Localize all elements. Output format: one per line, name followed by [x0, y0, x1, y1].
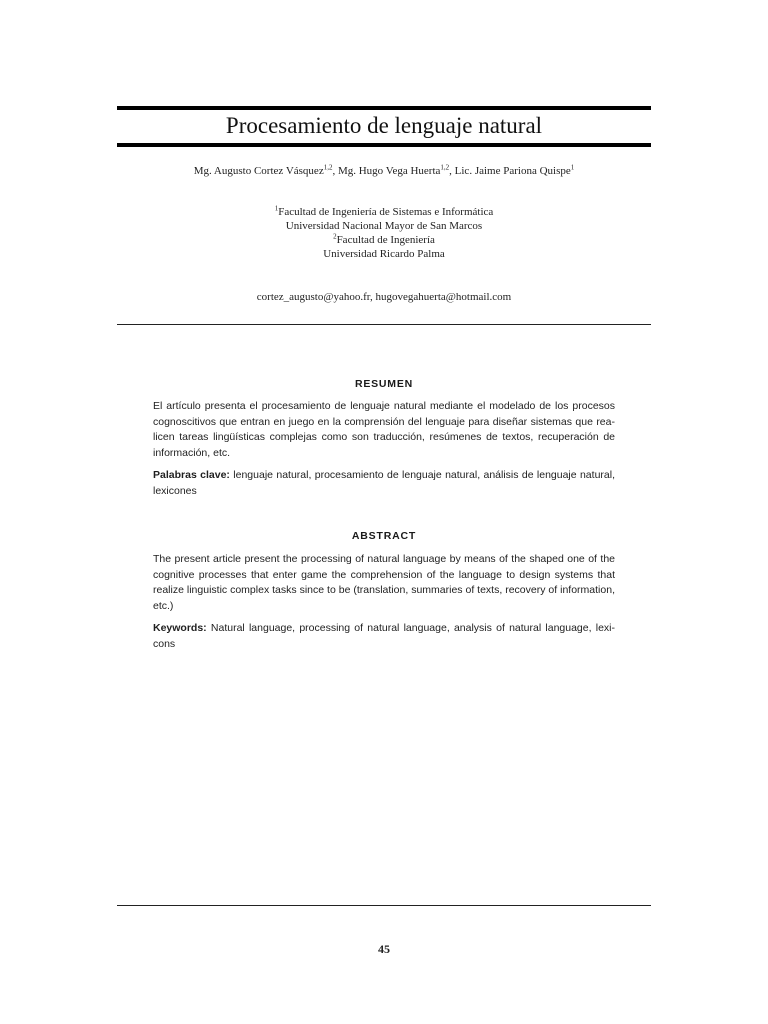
affiliation-mark: 1 — [274, 204, 279, 213]
resumen-body: El artículo presenta el procesamiento de lenguaje natural mediante el modelado de los procesos cognoscitivos que entran en juego en la comprensión del lenguaje para diseñar sistemas que rea-licen tareas lingüísticas complejas como son traducción, resúmenes de textos, recuperación de información, etc. — [153, 400, 615, 459]
affiliation-faculty: Facultad de Ingeniería — [336, 234, 435, 246]
affiliation-line — [117, 233, 651, 247]
keywords-text: lenguaje natural, procesamiento de lenguaje natural, análisis de lenguaje natural, lexicones — [153, 469, 615, 497]
header-separator-rule — [117, 324, 651, 325]
author-separator: , — [449, 165, 455, 177]
page-number: 45 — [378, 942, 390, 956]
resumen-keywords — [153, 468, 615, 499]
author-list — [117, 164, 651, 178]
author-name: Mg. Hugo Vega Huerta — [337, 165, 441, 177]
author-separator: , — [332, 165, 338, 177]
affiliation-block — [117, 205, 651, 261]
keywords-text: Natural language, processing of natural language, analysis of natural language, lexi-cons — [153, 622, 615, 650]
keywords-label: Palabras clave: — [153, 469, 230, 481]
abstract-heading: ABSTRACT — [351, 530, 417, 542]
author-affiliation-mark: 1 — [570, 163, 575, 172]
affiliation-university: Universidad Ricardo Palma — [323, 248, 445, 260]
abstract-body: The present article present the processing of natural language by means of the shaped one of the cognitive processes that enter game the comprehension of the language to design systems that realize linguistic complex tasks since to be (translation, summaries of texts, recovery of information, etc.) — [153, 553, 615, 612]
author-name: Lic. Jaime Pariona Quispe — [454, 165, 571, 177]
affiliation-university: Universidad Nacional Mayor de San Marcos — [285, 220, 483, 232]
paper-title: Procesamiento de lenguaje natural — [225, 113, 543, 138]
affiliation-mark: 2 — [333, 232, 337, 241]
title-bottom-rule — [117, 143, 651, 147]
affiliation-faculty: Facultad de Ingeniería de Sistemas e Informática — [278, 206, 494, 218]
resumen-heading: RESUMEN — [354, 378, 414, 390]
author-name: Mg. Augusto Cortez Vásquez — [193, 165, 324, 177]
keywords-label: Keywords: — [153, 622, 207, 634]
affiliation-line — [117, 205, 651, 219]
title-top-rule — [117, 106, 651, 110]
footer-rule — [117, 905, 651, 906]
author-emails: cortez_augusto@yahoo.fr, hugovegahuerta@hotmail.com — [256, 291, 512, 303]
abstract-keywords — [153, 621, 615, 652]
author-affiliation-mark: 1,2 — [440, 163, 450, 172]
author-affiliation-mark: 1,2 — [323, 163, 333, 172]
